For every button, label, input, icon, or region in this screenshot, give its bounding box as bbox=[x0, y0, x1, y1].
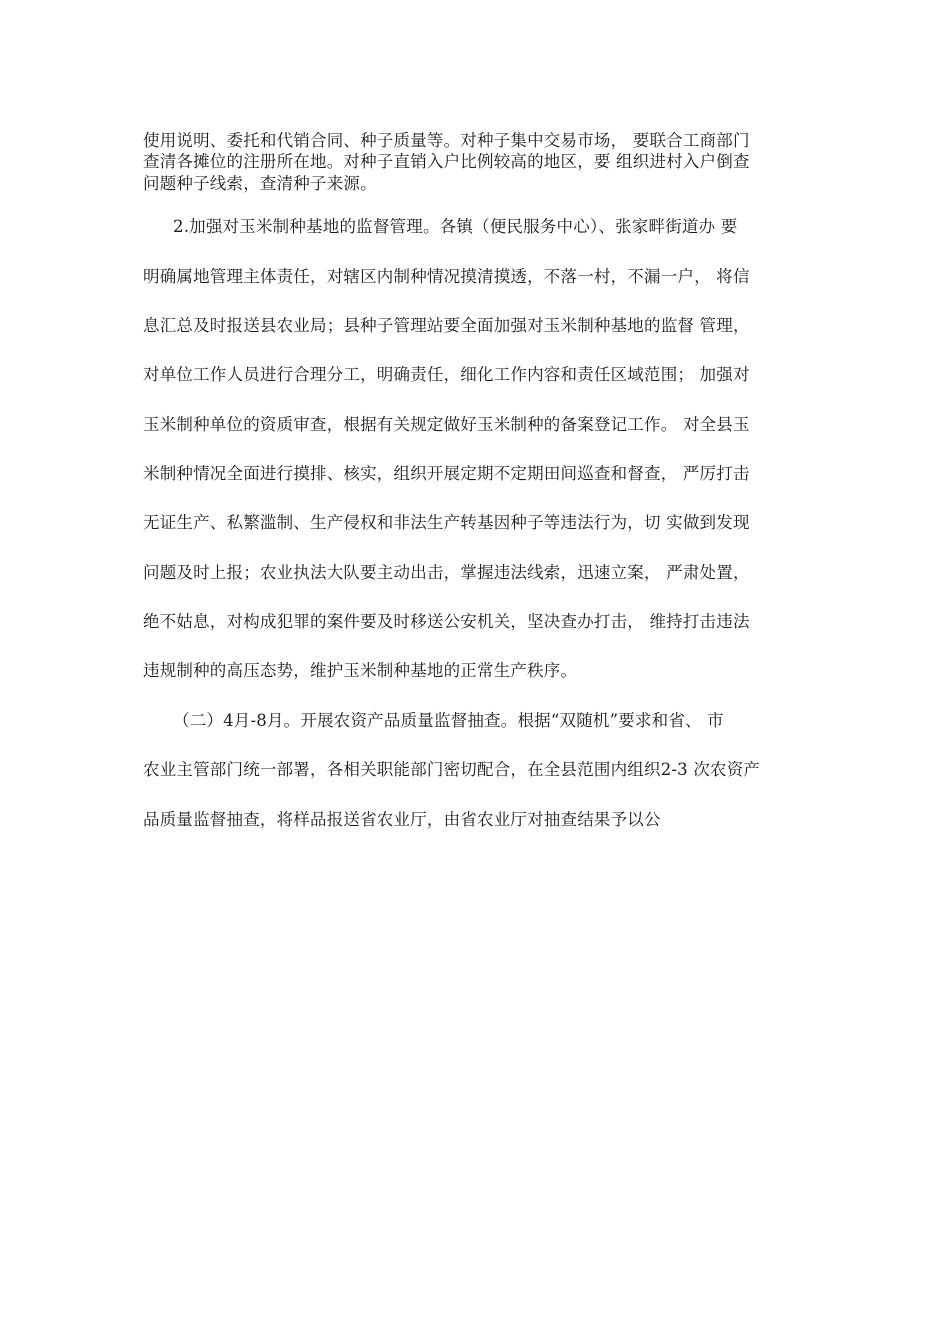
paragraph-3-line-1: （二）4月-8月。开展农资产品质量监督抽查。根据“双随机”要求和省、 市 bbox=[173, 711, 724, 730]
paragraph-2-line-5: 玉米制种单位的资质审查，根据有关规定做好玉米制种的备案登记工作。 对全县玉 bbox=[143, 415, 750, 434]
paragraph-2-line-4: 对单位工作人员进行合理分工，明确责任，细化工作内容和责任区域范围； 加强对 bbox=[143, 365, 750, 384]
paragraph-1-line-1: 使用说明、委托和代销合同、种子质量等。对种子集中交易市场， 要联合工商部门 bbox=[143, 131, 750, 150]
paragraph-1-line-3: 问题种子线索，查清种子来源。 bbox=[143, 174, 377, 193]
paragraph-2-line-1: 2.加强对玉米制种基地的监督管理。各镇（便民服务中心）、张家畔街道办 要 bbox=[173, 217, 738, 236]
paragraph-2-line-10: 违规制种的高压态势，维护玉米制种基地的正常生产秩序。 bbox=[143, 661, 578, 680]
paragraph-1-line-2: 查清各摊位的注册所在地。对种子直销入户比例较高的地区，要 组织进村入户倒查 bbox=[143, 152, 750, 171]
paragraph-3-line-3: 品质量监督抽查，将样品报送省农业厅，由省农业厅对抽查结果予以公 bbox=[143, 810, 661, 829]
paragraph-2-line-2: 明确属地管理主体责任，对辖区内制种情况摸清摸透，不落一村，不漏一户， 将信 bbox=[143, 267, 750, 286]
paragraph-2-line-7: 无证生产、私繁滥制、生产侵权和非法生产转基因种子等违法行为，切 实做到发现 bbox=[143, 513, 750, 532]
paragraph-2-line-8: 问题及时上报；农业执法大队要主动出击，掌握违法线索，迅速立案， 严肃处置， bbox=[143, 563, 750, 582]
paragraph-3-line-2: 农业主管部门统一部署，各相关职能部门密切配合，在全县范围内组织2-3 次农资产 bbox=[143, 760, 761, 779]
paragraph-2-line-6: 米制种情况全面进行摸排、核实，组织开展定期不定期田间巡查和督查， 严厉打击 bbox=[143, 464, 750, 483]
paragraph-2-line-3: 息汇总及时报送县农业局；县种子管理站要全面加强对玉米制种基地的监督 管理， bbox=[143, 316, 750, 335]
paragraph-2-line-9: 绝不姑息，对构成犯罪的案件要及时移送公安机关，坚决查办打击， 维持打击违法 bbox=[143, 612, 750, 631]
